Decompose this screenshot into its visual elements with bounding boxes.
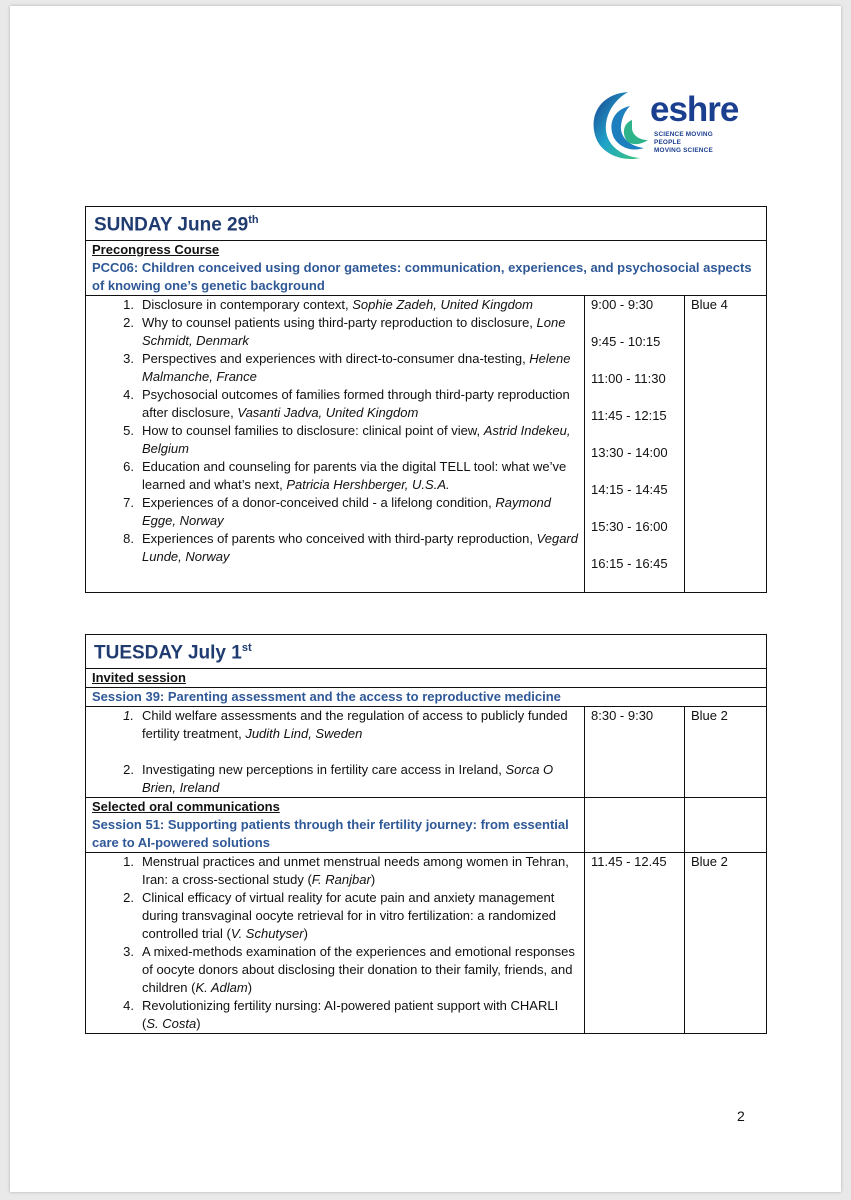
list-item: 5. How to counsel families to disclosure: clinical point of view, Astrid Indekeu, Belgium — [123, 423, 571, 457]
tuesday-schedule-table — [85, 634, 767, 1034]
list-item: 1. Menstrual practices and unmet menstrual needs among women in Tehran, Iran: a cross-sectional study (F. Ranjbar) — [123, 854, 569, 888]
talk-list — [92, 296, 578, 566]
session-type: Precongress Course — [92, 242, 220, 258]
talk-list — [92, 707, 578, 797]
talk-list-cell — [86, 707, 585, 798]
session-title: PCC06: Children conceived using donor gametes: communication, experiences, and psychosocial aspects of knowing one’s genetic background — [92, 260, 752, 294]
list-item: 3. Perspectives and experiences with direct-to-consumer dna-testing, Helene Malmanche, France — [123, 351, 571, 385]
list-item: 7. Experiences of a donor-conceived child - a lifelong condition, Raymond Egge, Norway — [123, 495, 552, 529]
session-type: Selected oral communications — [92, 799, 280, 815]
time-cell: 9:00 - 9:30 9:45 - 10:15 11:00 - 11:30 11:45 - 12:15 13:30 - 14:00 14:15 - 14:45 15:30 - 16:00 16:15 - 16:45 — [585, 296, 685, 593]
sunday-schedule-table — [85, 206, 767, 593]
time-cell: 11.45 - 12.45 — [585, 853, 685, 1034]
list-item: 8. Experiences of parents who conceived with third-party reproduction, Vegard Lunde, Norway — [123, 531, 578, 565]
list-item: 2. Clinical efficacy of virtual reality for acute pain and anxiety management during transvaginal oocyte retrieval for in vitro fertilization: a randomized controlled trial (V. Schutyser) — [123, 890, 557, 942]
talk-list — [92, 853, 578, 1033]
list-item: 3. A mixed-methods examination of the experiences and emotional responses of oocyte donors about disclosing their donation to their family, friends, and children (K. Adlam) — [123, 944, 575, 996]
talk-list-cell — [86, 853, 585, 1034]
room-cell: Blue 2 — [685, 707, 767, 798]
list-item: 2. Investigating new perceptions in fertility care access in Ireland, Sorca O Brien, Ireland — [123, 762, 554, 796]
eshre-logo — [588, 86, 748, 166]
room-cell: Blue 2 — [685, 853, 767, 1034]
list-item: 1. Disclosure in contemporary context, Sophie Zadeh, United Kingdom — [123, 297, 533, 313]
session-header — [86, 669, 767, 688]
session-header — [86, 241, 767, 296]
day-heading: TUESDAY July 1st — [86, 635, 767, 669]
list-item: 1. Child welfare assessments and the regulation of access to publicly funded fertility treatment, Judith Lind, Sweden — [123, 708, 568, 742]
session-header — [86, 688, 767, 707]
session-title: Session 51: Supporting patients through their fertility journey: from essential care to AI-powered solutions — [92, 817, 569, 851]
session-type: Invited session — [92, 670, 186, 686]
list-item: 6. Education and counseling for parents via the digital TELL tool: what we’ve learned and what’s next, Patricia Hershberger, U.S.A. — [123, 459, 567, 493]
document-page — [10, 6, 841, 1192]
list-item: 2. Why to counsel patients using third-party reproduction to disclosure, Lone Schmidt, Denmark — [123, 315, 566, 349]
talk-list-cell — [86, 296, 585, 593]
logo-tagline: SCIENCE MOVING PEOPLE MOVING SCIENCE — [654, 131, 713, 154]
logo-wordmark: eshre — [650, 90, 739, 129]
session-header — [86, 798, 585, 853]
session-title: Session 39: Parenting assessment and the access to reproductive medicine — [92, 689, 561, 705]
room-cell: Blue 4 — [685, 296, 767, 593]
day-heading: SUNDAY June 29th — [86, 207, 767, 241]
page-number: 2 — [737, 1108, 745, 1124]
list-item: 4. Revolutionizing fertility nursing: AI-powered patient support with CHARLI (S. Costa) — [123, 998, 559, 1032]
eshre-swirl-icon — [588, 86, 658, 166]
time-cell: 8:30 - 9:30 — [585, 707, 685, 798]
list-item: 4. Psychosocial outcomes of families formed through third-party reproduction after disclosure, Vasanti Jadva, United Kingdom — [123, 387, 570, 421]
